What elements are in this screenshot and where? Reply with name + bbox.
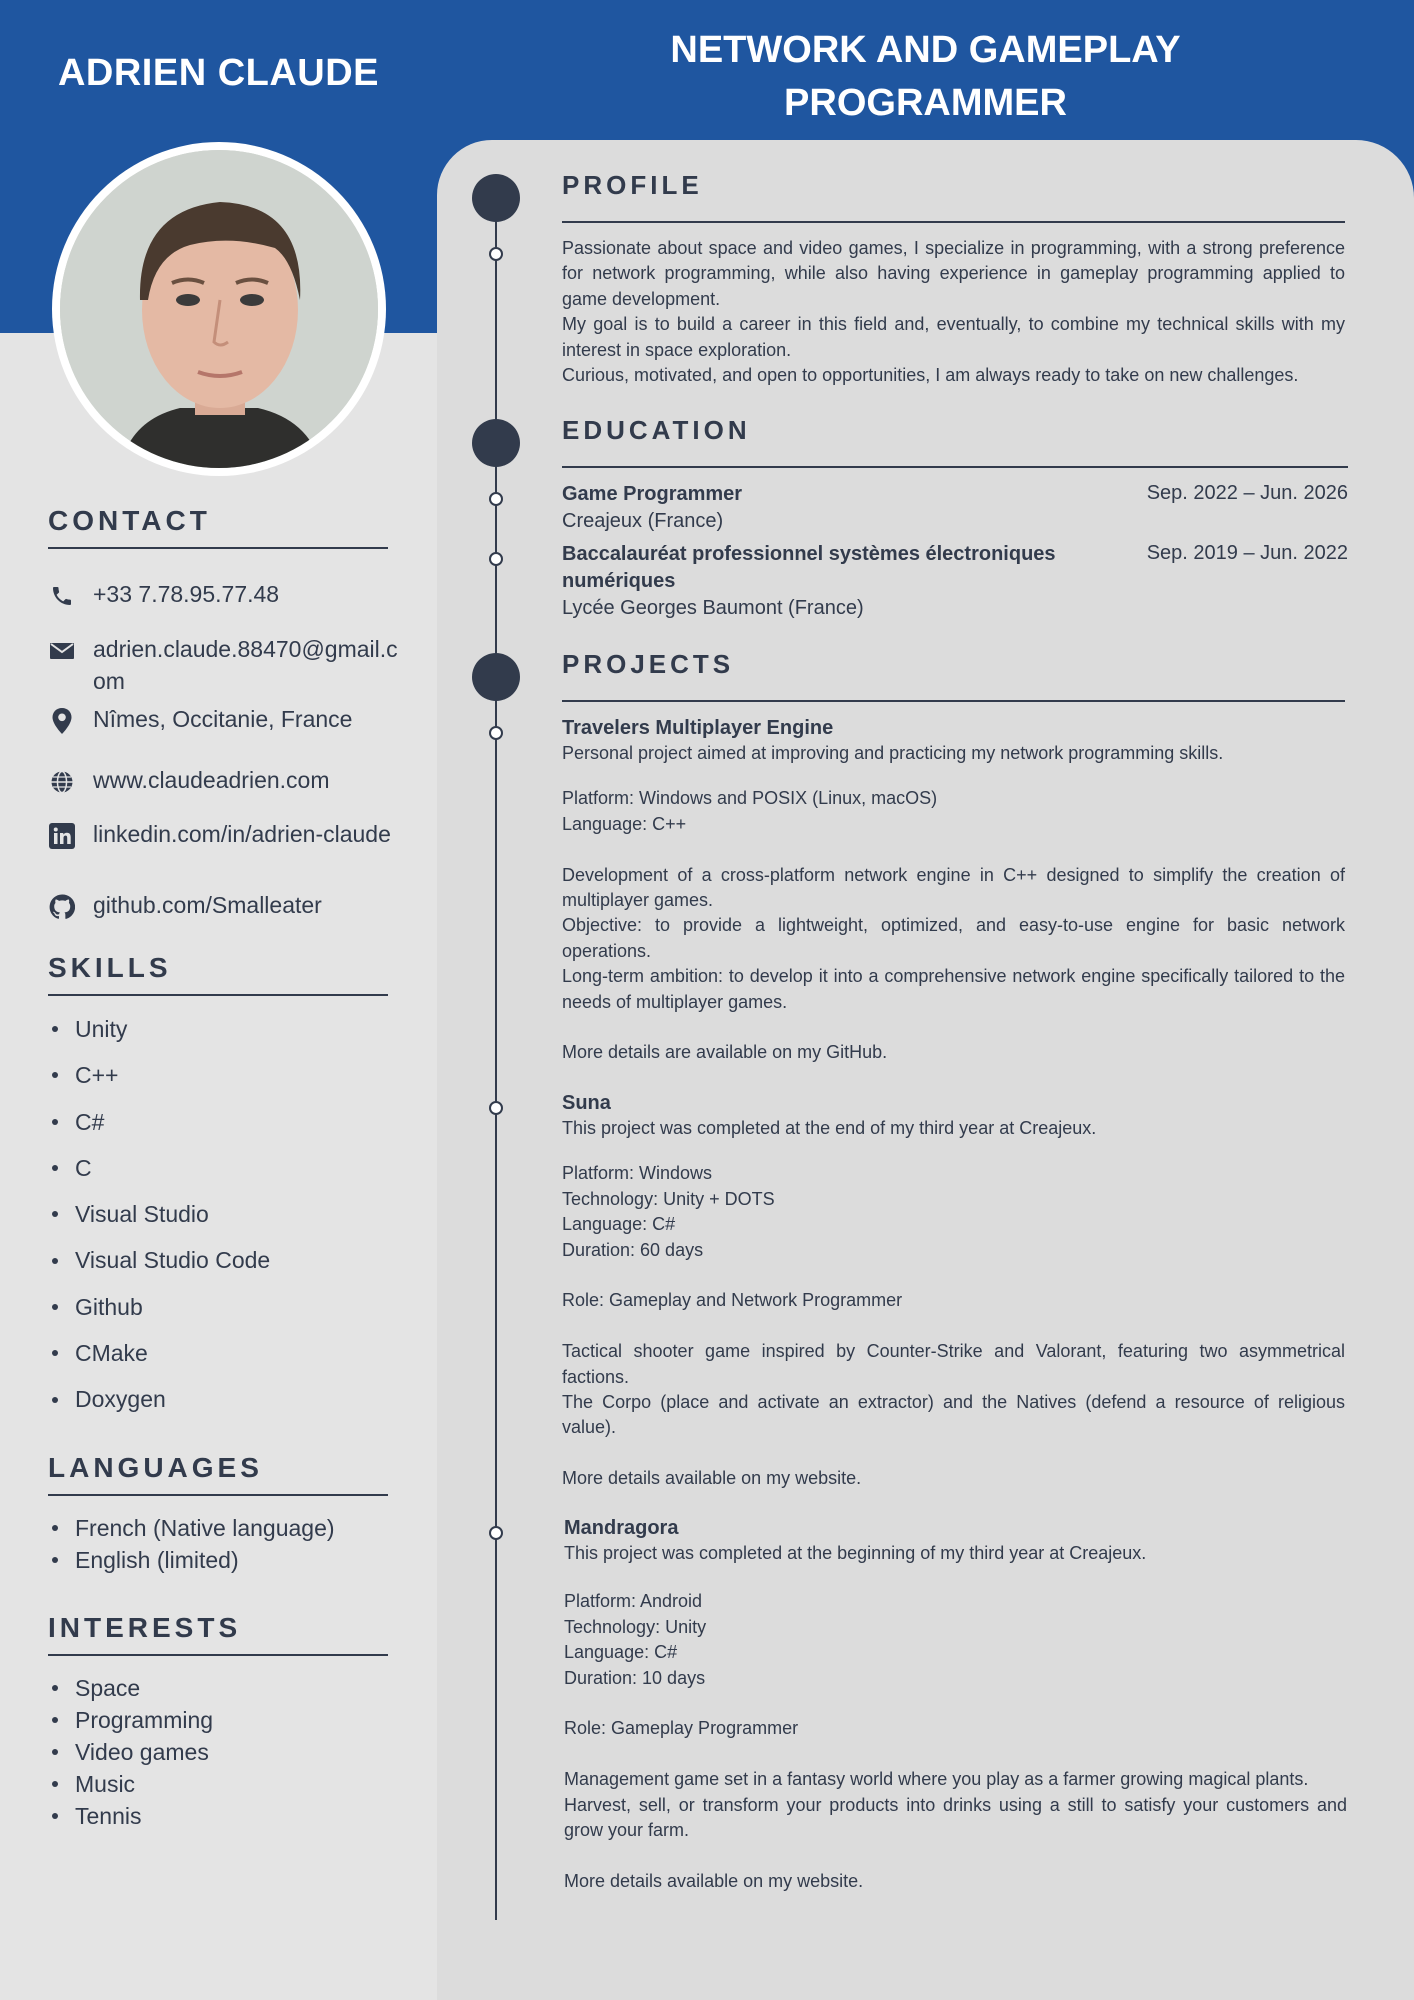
location: Nîmes, Occitanie, France <box>93 706 353 732</box>
list-item: Tennis <box>48 1800 388 1832</box>
candidate-name: ADRIEN CLAUDE <box>57 52 380 94</box>
project-travelers <box>562 715 1345 1066</box>
project-technology: Technology: Unity + DOTS <box>562 1188 775 1209</box>
education-school: Creajeux (France) <box>562 510 724 532</box>
linkedin-link[interactable]: linkedin.com/in/adrien-claude <box>93 821 391 847</box>
project-description: Harvest, sell, or transform your products into drinks using a still to satisfy your customers and grow your farm. <box>564 1794 1347 1841</box>
header-curve-right <box>1356 140 1414 198</box>
github-link[interactable]: github.com/Smalleater <box>93 892 322 918</box>
project-description: Management game set in a fantasy world where you play as a farmer growing magical plants. <box>564 1769 1309 1790</box>
project-title: Mandragora <box>564 1517 679 1539</box>
mail-icon <box>48 637 76 665</box>
list-item: French (Native language) <box>48 1512 388 1544</box>
job-title-line-1: NETWORK AND GAMEPLAY <box>670 29 1181 71</box>
profile-text <box>562 236 1345 388</box>
email-address[interactable]: adrien.claude.88470@gmail.com <box>93 636 398 694</box>
project-language: Language: C# <box>564 1642 678 1663</box>
project-role: Role: Gameplay and Network Programmer <box>562 1290 903 1311</box>
education-heading: EDUCATION <box>562 415 751 445</box>
interests-heading: INTERESTS <box>48 1612 388 1656</box>
list-item: Unity <box>48 1006 388 1052</box>
portrait-illustration <box>60 150 378 468</box>
languages-heading: LANGUAGES <box>48 1452 388 1496</box>
project-platform: Platform: Windows <box>562 1163 713 1184</box>
list-item: Space <box>48 1672 388 1704</box>
skills-heading: SKILLS <box>48 952 388 996</box>
education-dates: Sep. 2019 – Jun. 2022 <box>1146 542 1348 564</box>
education-title: Baccalauréat professionnel systèmes électroniques numériques <box>562 543 1056 592</box>
project-more: More details available on my website. <box>562 1468 862 1489</box>
project-language: Language: C# <box>562 1214 676 1235</box>
project-description: The Corpo (place and activate an extractor) and the Natives (defend a resource of religious value). <box>562 1392 1345 1438</box>
list-item: Github <box>48 1284 388 1330</box>
project-duration: Duration: 60 days <box>562 1239 704 1260</box>
project-description: Development of a cross-platform network engine in C++ designed to simplify the creation of multiplayer games. <box>562 864 1345 911</box>
list-item: Programming <box>48 1704 388 1736</box>
profile-heading: PROFILE <box>562 170 703 200</box>
list-item: English (limited) <box>48 1544 388 1576</box>
timeline-dot <box>489 726 503 740</box>
list-item: CMake <box>48 1330 388 1376</box>
list-item: C# <box>48 1099 388 1145</box>
project-platform: Platform: Android <box>564 1591 703 1612</box>
list-item: C++ <box>48 1052 388 1098</box>
list-item: Visual Studio <box>48 1191 388 1237</box>
list-item: Visual Studio Code <box>48 1237 388 1283</box>
education-dates: Sep. 2022 – Jun. 2026 <box>1146 482 1348 504</box>
timeline-node-profile <box>472 174 520 222</box>
education-item <box>562 481 1348 535</box>
profile-paragraph: My goal is to build a career in this field and, eventually, to combine my technical skills with my interest in space exploration. <box>562 314 1345 360</box>
location-pin-icon <box>48 707 76 735</box>
project-title: Travelers Multiplayer Engine <box>562 717 834 739</box>
contact-location <box>48 703 398 735</box>
project-platform: Platform: Windows and POSIX (Linux, macOS) <box>562 788 938 809</box>
projects-rule <box>562 700 1345 702</box>
project-technology: Technology: Unity <box>564 1616 707 1637</box>
project-suna <box>562 1090 1345 1492</box>
languages-section <box>48 1452 388 1576</box>
contact-phone <box>48 578 398 610</box>
project-role: Role: Gameplay Programmer <box>564 1718 799 1739</box>
project-description: Tactical shooter game inspired by Counter-Strike and Valorant, featuring two asymmetrical factions. <box>562 1341 1345 1387</box>
project-description: Long-term ambition: to develop it into a comprehensive network engine specifically tailored to the needs of multiplayer games. <box>562 966 1345 1012</box>
job-title <box>437 24 1414 130</box>
avatar-photo <box>60 150 378 468</box>
project-language: Language: C++ <box>562 813 687 834</box>
project-description: Objective: to provide a lightweight, optimized, and easy-to-use engine for basic network operations. <box>562 915 1345 961</box>
project-mandragora <box>564 1515 1347 1894</box>
globe-icon <box>48 768 76 796</box>
timeline-dot <box>489 492 503 506</box>
list-item: Music <box>48 1768 388 1800</box>
project-more: More details available on my website. <box>564 1870 864 1891</box>
timeline-dot <box>489 247 503 261</box>
list-item: Doxygen <box>48 1376 388 1422</box>
projects-heading: PROJECTS <box>562 649 735 679</box>
project-duration: Duration: 10 days <box>564 1667 706 1688</box>
profile-paragraph: Curious, motivated, and open to opportunities, I am always ready to take on new challenges. <box>562 365 1299 386</box>
project-more: More details are available on my GitHub. <box>562 1042 888 1063</box>
linkedin-icon <box>48 822 76 850</box>
contact-website <box>48 764 398 796</box>
github-icon <box>48 893 76 921</box>
avatar <box>52 142 386 476</box>
phone-icon <box>48 582 76 610</box>
contact-heading: CONTACT <box>48 505 388 549</box>
project-title: Suna <box>562 1092 611 1114</box>
languages-list <box>48 1512 388 1576</box>
timeline-node-education <box>472 419 520 467</box>
interests-list <box>48 1672 388 1832</box>
education-title: Game Programmer <box>562 483 743 505</box>
contact-github <box>48 889 398 921</box>
education-item <box>562 541 1348 622</box>
skills-section <box>48 952 388 1423</box>
project-intro: This project was completed at the end of my third year at Creajeux. <box>562 1118 1097 1138</box>
timeline-dot <box>489 552 503 566</box>
interests-section <box>48 1612 388 1832</box>
website-link[interactable]: www.claudeadrien.com <box>93 767 330 793</box>
profile-rule <box>562 221 1345 223</box>
contact-email <box>48 633 398 697</box>
timeline-dot <box>489 1526 503 1540</box>
contact-section <box>48 505 388 549</box>
project-intro: This project was completed at the beginning of my third year at Creajeux. <box>564 1543 1147 1563</box>
education-rule <box>562 466 1348 468</box>
job-title-line-2: PROGRAMMER <box>784 82 1067 124</box>
list-item: C <box>48 1145 388 1191</box>
list-item: Video games <box>48 1736 388 1768</box>
timeline-node-projects <box>472 653 520 701</box>
profile-paragraph: Passionate about space and video games, I specialize in programming, with a strong preference for network programming, while also having experience in gameplay programming applied to game development. <box>562 238 1345 309</box>
project-intro: Personal project aimed at improving and practicing my network programming skills. <box>562 743 1224 763</box>
education-school: Lycée Georges Baumont (France) <box>562 597 864 619</box>
phone-number[interactable]: +33 7.78.95.77.48 <box>93 581 280 607</box>
timeline-dot <box>489 1101 503 1115</box>
contact-linkedin <box>48 818 398 850</box>
skills-list <box>48 1006 388 1423</box>
